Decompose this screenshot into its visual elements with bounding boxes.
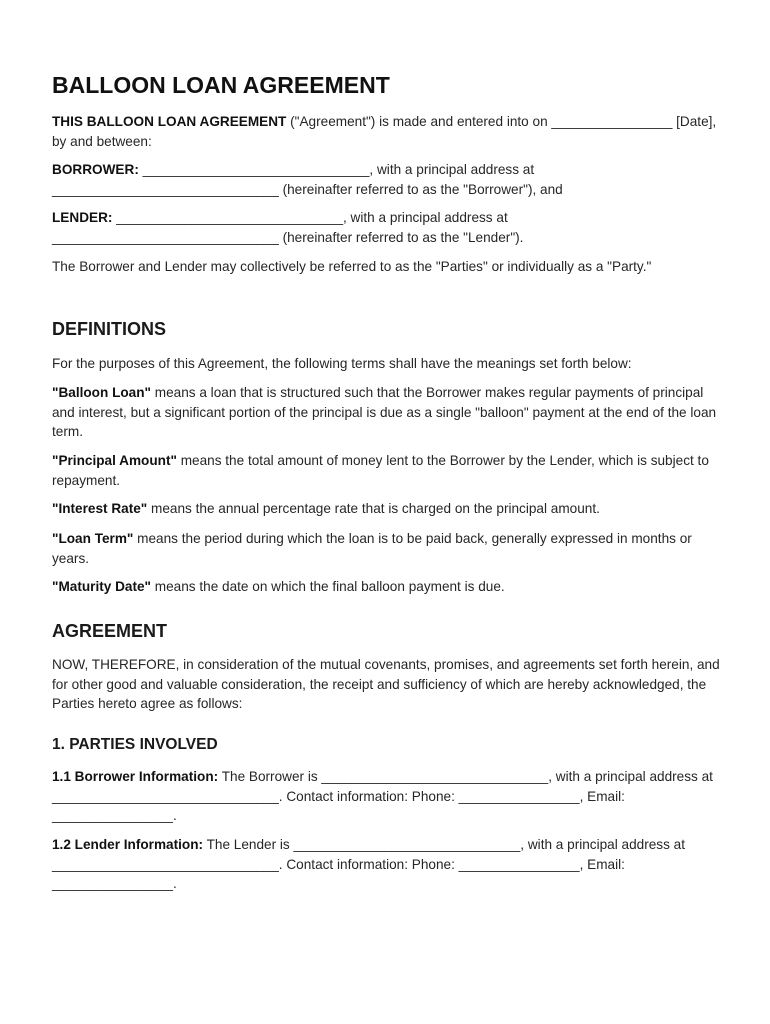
- intro-text: ("Agreement") is made and entered into on ________________ [Date], by and between:: [52, 114, 717, 149]
- definition-term: "Balloon Loan": [52, 385, 151, 400]
- definitions-heading: DEFINITIONS: [52, 319, 167, 339]
- section-item-label: 1.1 Borrower Information:: [52, 769, 219, 784]
- intro-paragraph: [52, 112, 722, 151]
- definitions-intro: For the purposes of this Agreement, the following terms shall have the meanings set forth below:: [52, 356, 632, 371]
- parties-paragraph: The Borrower and Lender may collectively be referred to as the "Parties" or individually as a "Party.": [52, 259, 652, 274]
- section-item-label: 1.2 Lender Information:: [52, 837, 204, 852]
- definition-text: means the annual percentage rate that is charged on the principal amount.: [147, 501, 600, 516]
- definition-text: means the total amount of money lent to the Borrower by the Lender, which is subject to repayment.: [52, 453, 709, 488]
- section-item-text: The Lender is ______________________________, with a principal address at ______________________________. Contact information: Phone: ________________, Email: ________________.: [52, 837, 686, 891]
- document-title: BALLOON LOAN AGREEMENT: [52, 72, 390, 98]
- definition-balloon-loan: [52, 383, 722, 442]
- agreement-heading: AGREEMENT: [52, 621, 168, 641]
- definition-maturity-date: [52, 577, 722, 597]
- borrower-label: BORROWER:: [52, 162, 139, 177]
- definition-interest-rate: [52, 499, 722, 519]
- section-item-text: The Borrower is ______________________________, with a principal address at ______________________________. Contact information: Phone: ________________, Email: ________________.: [52, 769, 713, 823]
- definition-text: means the date on which the final balloon payment is due.: [151, 579, 505, 594]
- borrower-text: ______________________________, with a principal address at ______________________________ (hereinafter referred to as the "Borrower"), and: [52, 162, 563, 197]
- definition-principal-amount: [52, 451, 722, 490]
- definition-term: "Interest Rate": [52, 501, 148, 516]
- definition-term: "Principal Amount": [52, 453, 177, 468]
- borrower-paragraph: [52, 160, 722, 199]
- lender-text: ______________________________, with a principal address at ______________________________ (hereinafter referred to as the "Lender").: [52, 210, 524, 245]
- section1-heading: 1. PARTIES INVOLVED: [52, 736, 218, 753]
- definition-loan-term: [52, 529, 722, 568]
- lender-label: LENDER:: [52, 210, 113, 225]
- definition-text: means the period during which the loan is to be paid back, generally expressed in months or years.: [52, 531, 692, 566]
- borrower-information: [52, 767, 722, 826]
- intro-lead: THIS BALLOON LOAN AGREEMENT: [52, 114, 287, 129]
- definition-text: means a loan that is structured such that the Borrower makes regular payments of principal and interest, but a significant portion of the principal is due as a single "balloon" payment at the end of the loan term.: [52, 385, 717, 439]
- definition-term: "Loan Term": [52, 531, 134, 546]
- definition-term: "Maturity Date": [52, 579, 151, 594]
- lender-paragraph: [52, 208, 722, 247]
- agreement-paragraph: NOW, THEREFORE, in consideration of the mutual covenants, promises, and agreements set forth herein, and for other good and valuable consideration, the receipt and sufficiency of which are hereby acknowledged, the Parties hereto agree as follows:: [52, 657, 720, 711]
- lender-information: [52, 835, 722, 894]
